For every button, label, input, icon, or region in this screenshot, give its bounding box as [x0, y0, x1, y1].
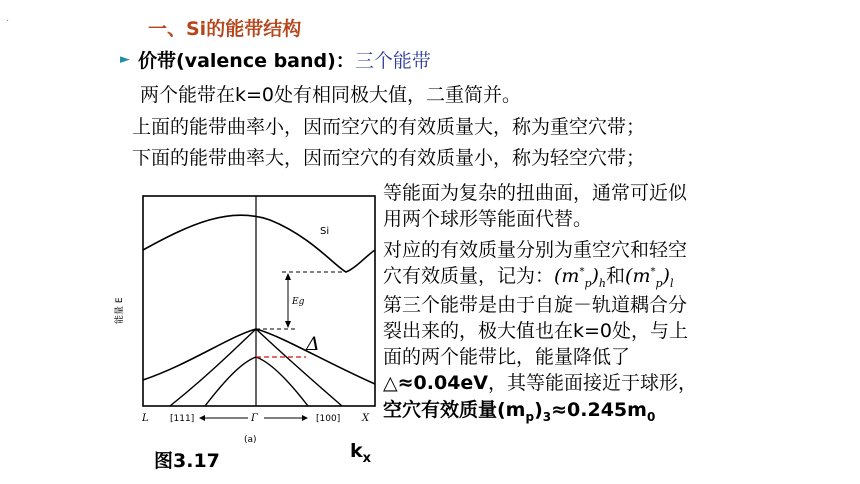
valence-band-line [138, 46, 431, 73]
eg-arrow-down [285, 321, 291, 328]
energy-axis-label: 能量 E [115, 297, 125, 324]
figure-frame [143, 196, 375, 406]
mass-paren: ) [534, 399, 543, 421]
valence-prefix: 价带(valence band)： [138, 50, 355, 72]
mass-sub-p: p [525, 409, 535, 424]
subfigure-a: (a) [244, 435, 257, 445]
bullet-arrow-icon: ► [120, 52, 130, 67]
corner-mark: · [6, 16, 10, 27]
side-text-1b: 用两个球形等能面代替。 [383, 208, 593, 230]
side-text-3b: 裂出来的，极大值也在k=0处，与上 [383, 320, 689, 342]
mass-prefix: 空穴有效质量(m [383, 399, 526, 421]
kx-label [350, 440, 371, 466]
axis-111: [111] [170, 414, 195, 424]
kx-sub: x [362, 450, 372, 466]
delta-label: Δ [306, 333, 320, 355]
side-text-3c: 面的两个能带比，能量降低了 [383, 346, 631, 368]
eg-label: Eg [292, 297, 305, 307]
light-hole-mass: $(m^*_p)_l$ [625, 265, 674, 290]
si-label: Si [320, 226, 330, 237]
side-text-3e [383, 395, 655, 424]
mass-sub-3: 3 [542, 409, 552, 424]
axis-X: X [362, 413, 370, 424]
valence-highlight: 三个能带 [354, 50, 431, 72]
axis-gamma: Γ [251, 413, 258, 424]
heavy-hole-mass: $(m^*_p)_h$ [554, 265, 607, 290]
eg-arrow-up [285, 273, 291, 280]
conduction-band-curve [143, 215, 375, 272]
text-line-2: 上面的能带曲率小，因而空穴的有效质量大，称为重空穴带； [132, 116, 646, 138]
figure-caption: 图3.17 [154, 450, 220, 472]
side-text-2a: 对应的有效质量分别为重空穴和轻空 [383, 239, 688, 261]
band-structure-figure [110, 184, 380, 446]
mass-sub-0: 0 [646, 409, 656, 424]
kx-k: k [350, 440, 363, 462]
delta-value: △≈0.04eV [383, 372, 489, 394]
axis-100: [100] [316, 414, 341, 424]
side-text-2b-label: 穴有效质量，记为： [383, 265, 555, 287]
section-heading: 一、Si的能带结构 [148, 18, 302, 40]
axis-arrow-right [302, 415, 308, 421]
side-text-1a: 等能面为复杂的扭曲面，通常可近似 [383, 182, 688, 204]
text-line-3: 下面的能带曲率大，因而空穴的有效质量小，称为轻空穴带； [132, 147, 646, 169]
side-text-2b [383, 261, 673, 290]
text-line-1: 两个能带在k=0处有相同极大值，二重简并。 [140, 84, 522, 106]
side-text-3d [383, 368, 697, 395]
side-text-3a: 第三个能带是由于自旋－轨道耦合分 [383, 294, 688, 316]
mass-value: ≈0.245m [551, 399, 647, 421]
side-text-3d-rest: ，其等能面接近于球形， [488, 372, 698, 394]
axis-L: L [142, 413, 149, 424]
axis-arrow-left [199, 415, 205, 421]
and-word: 和 [606, 265, 626, 287]
